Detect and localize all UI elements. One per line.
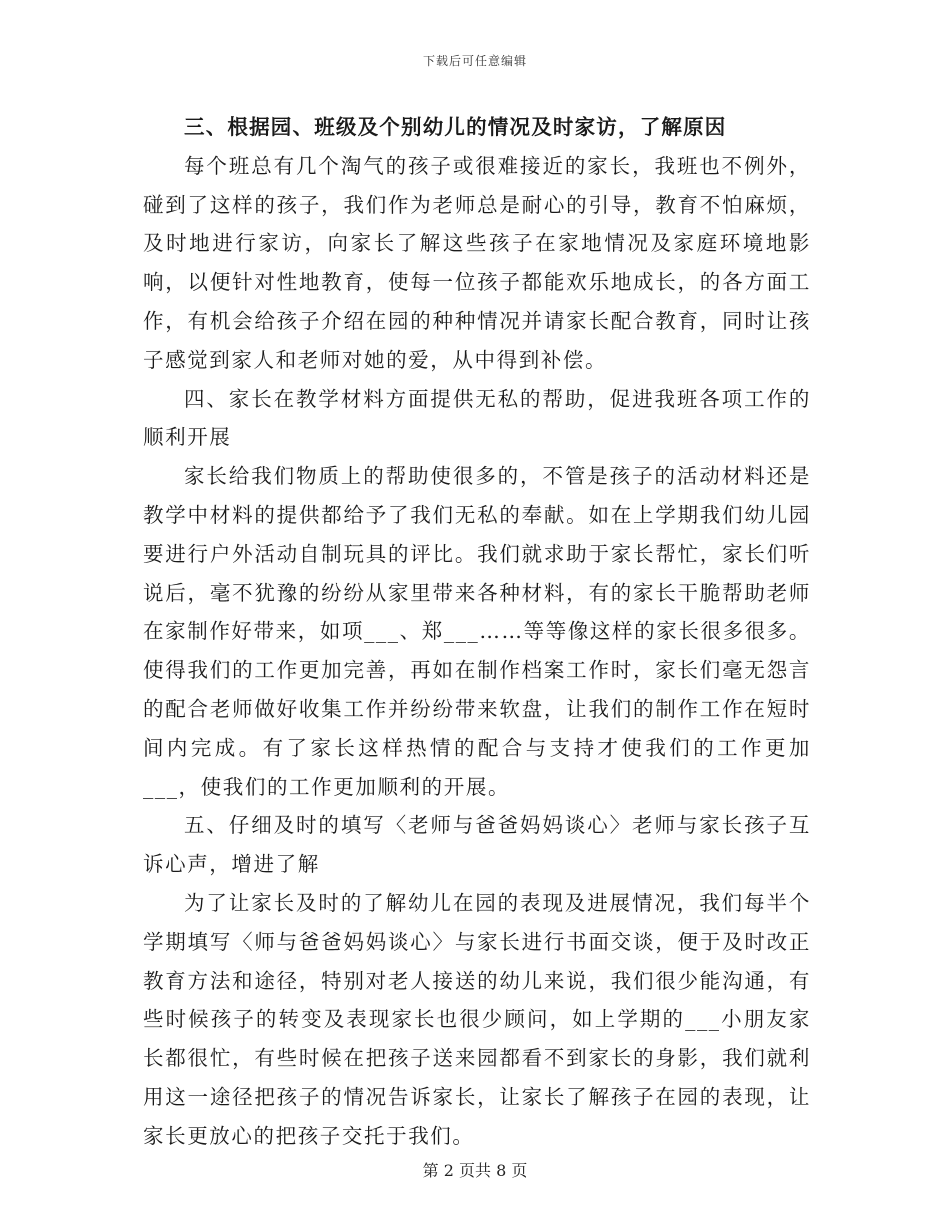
section-heading-5: 五、仔细及时的填写〈老师与爸爸妈妈谈心〉老师与家长孩子互诉心声，增进了解 <box>143 813 811 877</box>
page-number-footer: 第 2 页共 8 页 <box>422 1161 528 1180</box>
page-header-note: 下载后可任意编辑 <box>422 54 527 68</box>
section-heading-4: 四、家长在教学材料方面提供无私的帮助，促进我班各项工作的顺利开展 <box>143 386 811 450</box>
document-body <box>143 108 811 1156</box>
paragraph-home-visit: 每个班总有几个淘气的孩子或很难接近的家长，我班也不例外，碰到了这样的孩子，我们作为老师总是耐心的引导，教育不怕麻烦，及时地进行家访，向家长了解这些孩子在家地情况及家庭环境地影响，以便针对性地教育，使每一位孩子都能欢乐地成长，的各方面工作，有机会给孩子介绍在园的种种情况并请家长配合教育，同时让孩子感觉到家人和老师对她的爱，从中得到补偿。 <box>143 153 811 372</box>
paragraph-parent-materials: 家长给我们物质上的帮助使很多的，不管是孩子的活动材料还是教学中材料的提供都给予了我们无私的奉献。如在上学期我们幼儿园要进行户外活动自制玩具的评比。我们就求助于家长帮忙，家长们听说后，毫不犹豫的纷纷从家里带来各种材料，有的家长干脆帮助老师在家制作好带来，如项___、郑___……等等像这样的家长很多很多。使得我们的工作更加完善，再如在制作档案工作时，家长们毫无怨言的配合老师做好收集工作并纷纷带来软盘，让我们的制作工作在短时间内完成。有了家长这样热情的配合与支持才使我们的工作更加___，使我们的工作更加顺利的开展。 <box>143 464 811 799</box>
section-heading-3: 三、根据园、班级及个别幼儿的情况及时家访，了解原因 <box>184 115 727 139</box>
paragraph-written-talks: 为了让家长及时的了解幼儿在园的表现及进展情况，我们每半个学期填写〈师与爸爸妈妈谈心〉与家长进行书面交谈，便于及时改正教育方法和途径，特别对老人接送的幼儿来说，我们很少能沟通，有些时候孩子的转变及表现家长也很少顾问，如上学期的___小朋友家长都很忙，有些时候在把孩子送来园都看不到家长的身影，我们就利用这一途径把孩子的情况告诉家长，让家长了解孩子在园的表现，让家长更放心的把孩子交托于我们。 <box>143 890 811 1148</box>
